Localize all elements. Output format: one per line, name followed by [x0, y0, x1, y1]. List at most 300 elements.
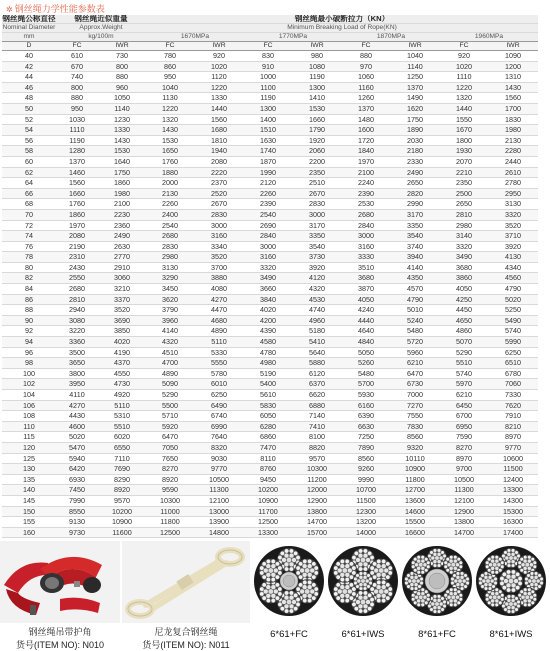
value-cell: 10700 — [342, 485, 390, 496]
value-cell: 4270 — [56, 400, 98, 411]
value-cell: 2950 — [488, 188, 538, 199]
value-cell: 5990 — [488, 337, 538, 348]
value-cell: 3290 — [146, 273, 194, 284]
diameter-cell: 92 — [2, 326, 56, 337]
value-cell: 5510 — [98, 421, 146, 432]
value-cell: 740 — [56, 72, 98, 83]
value-cell: 1040 — [390, 51, 440, 62]
value-cell: 5780 — [194, 368, 244, 379]
value-cell: 1700 — [488, 103, 538, 114]
value-cell: 2100 — [342, 167, 390, 178]
value-cell: 3860 — [440, 273, 488, 284]
diameter-cell: 64 — [2, 178, 56, 189]
value-cell: 5020 — [56, 432, 98, 443]
value-cell: 1880 — [146, 167, 194, 178]
value-cell: 1140 — [390, 61, 440, 72]
value-cell: 2650 — [440, 199, 488, 210]
table-row — [2, 337, 538, 348]
value-cell: 780 — [146, 51, 194, 62]
value-cell: 1430 — [488, 82, 538, 93]
value-cell: 5190 — [244, 368, 292, 379]
value-cell: 1120 — [194, 72, 244, 83]
table-row — [2, 61, 538, 72]
value-cell: 2940 — [56, 305, 98, 316]
value-cell: 3160 — [244, 252, 292, 263]
value-cell: 4860 — [440, 326, 488, 337]
value-cell: 7990 — [56, 495, 98, 506]
value-cell: 10900 — [244, 495, 292, 506]
value-cell: 4700 — [146, 358, 194, 369]
value-cell: 9730 — [56, 527, 98, 538]
value-cell: 7110 — [98, 453, 146, 464]
value-cell: 2400 — [146, 209, 194, 220]
value-cell: 4440 — [342, 315, 390, 326]
table-row — [2, 93, 538, 104]
value-cell: 1750 — [98, 167, 146, 178]
value-cell: 2120 — [244, 178, 292, 189]
value-cell: 3650 — [56, 358, 98, 369]
diameter-cell: 40 — [2, 51, 56, 62]
value-cell: 1630 — [244, 135, 292, 146]
value-cell: 2810 — [440, 209, 488, 220]
value-cell: 9320 — [390, 442, 440, 453]
value-cell: 610 — [56, 51, 98, 62]
value-cell: 9130 — [56, 517, 98, 528]
table-row — [2, 432, 538, 443]
value-cell: 1320 — [440, 93, 488, 104]
value-cell: 11800 — [146, 517, 194, 528]
value-cell: 2840 — [244, 231, 292, 242]
value-cell: 1980 — [98, 188, 146, 199]
value-cell: 1530 — [98, 146, 146, 157]
column-header: IWR — [292, 42, 342, 51]
value-cell: 3620 — [146, 294, 194, 305]
value-cell: 2370 — [194, 178, 244, 189]
value-cell: 4550 — [98, 368, 146, 379]
value-cell: 1940 — [194, 146, 244, 157]
value-cell: 1370 — [342, 103, 390, 114]
value-cell: 6210 — [440, 390, 488, 401]
value-cell: 3500 — [56, 347, 98, 358]
product-name: 钢丝绳吊带护角 — [28, 627, 92, 637]
table-row — [2, 125, 538, 136]
value-cell: 1040 — [146, 82, 194, 93]
value-cell: 6630 — [342, 421, 390, 432]
value-cell: 1220 — [146, 103, 194, 114]
value-cell: 6250 — [488, 347, 538, 358]
value-cell: 2310 — [56, 252, 98, 263]
table-row — [2, 167, 538, 178]
value-cell: 9260 — [342, 464, 390, 475]
cross-section-6x61-fc — [252, 541, 326, 651]
value-cell: 3210 — [98, 284, 146, 295]
value-cell: 6250 — [194, 390, 244, 401]
value-cell: 4570 — [390, 284, 440, 295]
table-row — [2, 358, 538, 369]
value-cell: 10200 — [244, 485, 292, 496]
value-cell: 1530 — [292, 103, 342, 114]
value-cell: 7830 — [390, 421, 440, 432]
grade-1770: 1770MPa — [244, 33, 342, 42]
value-cell: 1530 — [146, 135, 194, 146]
table-row — [2, 347, 538, 358]
cross-section-image — [400, 541, 474, 623]
value-cell: 11800 — [390, 474, 440, 485]
value-cell: 2550 — [56, 273, 98, 284]
value-cell: 5010 — [390, 305, 440, 316]
value-cell: 5310 — [98, 411, 146, 422]
diameter-cell: 150 — [2, 506, 56, 517]
value-cell: 2910 — [98, 262, 146, 273]
value-cell: 2830 — [292, 199, 342, 210]
value-cell: 7000 — [390, 390, 440, 401]
value-cell: 4190 — [98, 347, 146, 358]
diameter-cell: 155 — [2, 517, 56, 528]
value-cell: 3320 — [244, 262, 292, 273]
value-cell: 1190 — [244, 93, 292, 104]
value-cell: 10500 — [440, 474, 488, 485]
value-cell: 1980 — [488, 125, 538, 136]
value-cell: 3920 — [488, 241, 538, 252]
value-cell: 1050 — [98, 93, 146, 104]
value-cell: 3080 — [56, 315, 98, 326]
header-nominal-en: Nominal Diameter — [2, 24, 56, 31]
value-cell: 1840 — [342, 146, 390, 157]
table-row — [2, 506, 538, 517]
value-cell: 3160 — [342, 241, 390, 252]
value-cell: 3370 — [98, 294, 146, 305]
diameter-cell: 72 — [2, 220, 56, 231]
value-cell: 4050 — [342, 294, 390, 305]
value-cell: 5700 — [342, 379, 390, 390]
value-cell: 11600 — [98, 527, 146, 538]
value-cell: 4650 — [440, 315, 488, 326]
value-cell: 1510 — [244, 125, 292, 136]
value-cell: 8820 — [292, 442, 342, 453]
product-name: 尼龙复合钢丝绳 — [154, 627, 218, 637]
value-cell: 5920 — [146, 421, 194, 432]
value-cell: 7620 — [488, 400, 538, 411]
value-cell: 12300 — [342, 506, 390, 517]
cross-section-label: 8*61+FC — [418, 629, 456, 640]
value-cell: 1560 — [488, 93, 538, 104]
value-cell: 1140 — [98, 103, 146, 114]
value-cell: 5640 — [292, 347, 342, 358]
value-cell: 16600 — [390, 527, 440, 538]
table-row — [2, 527, 538, 538]
value-cell: 4790 — [390, 294, 440, 305]
value-cell: 2390 — [342, 188, 390, 199]
value-cell: 950 — [146, 72, 194, 83]
value-cell: 14300 — [488, 495, 538, 506]
value-cell: 4080 — [194, 284, 244, 295]
value-cell: 10500 — [194, 474, 244, 485]
value-cell: 1660 — [56, 188, 98, 199]
value-cell: 1930 — [440, 146, 488, 157]
table-row — [2, 495, 538, 506]
value-cell: 1920 — [292, 135, 342, 146]
value-cell: 6010 — [194, 379, 244, 390]
value-cell: 5410 — [292, 337, 342, 348]
value-cell: 13800 — [292, 506, 342, 517]
value-cell: 7450 — [56, 485, 98, 496]
value-cell: 3840 — [244, 294, 292, 305]
value-cell: 2820 — [390, 188, 440, 199]
value-cell: 3000 — [342, 231, 390, 242]
value-cell: 2650 — [390, 178, 440, 189]
value-cell: 6470 — [390, 368, 440, 379]
value-cell: 4130 — [488, 252, 538, 263]
value-cell: 2510 — [292, 178, 342, 189]
value-cell: 2490 — [390, 167, 440, 178]
value-cell: 1810 — [194, 135, 244, 146]
value-cell: 980 — [292, 51, 342, 62]
value-cell: 2780 — [488, 178, 538, 189]
value-cell: 5970 — [440, 379, 488, 390]
value-cell: 2390 — [244, 199, 292, 210]
value-cell: 3660 — [244, 284, 292, 295]
value-cell: 5830 — [244, 400, 292, 411]
value-cell: 6730 — [390, 379, 440, 390]
table-row — [2, 485, 538, 496]
cross-section-8x61-fc — [400, 541, 474, 651]
value-cell: 2100 — [98, 199, 146, 210]
value-cell: 8100 — [292, 432, 342, 443]
value-cell: 7690 — [98, 464, 146, 475]
diameter-cell: 145 — [2, 495, 56, 506]
value-cell: 2680 — [342, 209, 390, 220]
column-header: FC — [56, 42, 98, 51]
value-cell: 2230 — [98, 209, 146, 220]
value-cell: 8210 — [488, 421, 538, 432]
value-cell: 1370 — [56, 156, 98, 167]
value-cell: 1200 — [488, 61, 538, 72]
value-cell: 7270 — [390, 400, 440, 411]
value-cell: 14700 — [440, 527, 488, 538]
column-header: IWR — [390, 42, 440, 51]
table-row — [2, 82, 538, 93]
value-cell: 3170 — [292, 220, 342, 231]
table-row — [2, 474, 538, 485]
diameter-cell: 84 — [2, 284, 56, 295]
value-cell: 3540 — [292, 241, 342, 252]
value-cell: 4640 — [342, 326, 390, 337]
value-cell: 4240 — [342, 305, 390, 316]
diameter-cell: 120 — [2, 442, 56, 453]
value-cell: 1720 — [342, 135, 390, 146]
value-cell: 15700 — [292, 527, 342, 538]
value-cell: 3490 — [440, 252, 488, 263]
value-cell: 1330 — [98, 125, 146, 136]
value-cell: 2980 — [146, 252, 194, 263]
value-cell: 3520 — [194, 252, 244, 263]
unit-kg: kg/100m — [56, 33, 146, 42]
value-cell: 3320 — [440, 241, 488, 252]
value-cell: 12500 — [146, 527, 194, 538]
value-cell: 1600 — [342, 125, 390, 136]
value-cell: 2520 — [194, 188, 244, 199]
table-row — [2, 453, 538, 464]
value-cell: 1190 — [292, 72, 342, 83]
value-cell: 3130 — [146, 262, 194, 273]
value-cell: 3790 — [146, 305, 194, 316]
value-cell: 1230 — [98, 114, 146, 125]
table-row — [2, 231, 538, 242]
table-row — [2, 114, 538, 125]
value-cell: 1160 — [342, 82, 390, 93]
table-title — [6, 2, 105, 14]
value-cell: 1490 — [390, 93, 440, 104]
value-cell: 6930 — [56, 474, 98, 485]
value-cell: 730 — [98, 51, 146, 62]
value-cell: 1400 — [244, 114, 292, 125]
diameter-cell: 56 — [2, 135, 56, 146]
diameter-cell: 110 — [2, 421, 56, 432]
value-cell: 6880 — [292, 400, 342, 411]
value-cell: 2220 — [194, 167, 244, 178]
value-cell: 3000 — [194, 220, 244, 231]
header-row-units — [2, 33, 538, 42]
value-cell: 7060 — [488, 379, 538, 390]
value-cell: 6280 — [244, 421, 292, 432]
value-cell: 1760 — [146, 156, 194, 167]
table-row — [2, 178, 538, 189]
cross-section-image — [326, 541, 400, 623]
value-cell: 2680 — [56, 284, 98, 295]
value-cell: 3850 — [98, 326, 146, 337]
value-cell: 3520 — [98, 305, 146, 316]
header-nominal-cn: 钢丝绳公称直径 — [2, 15, 56, 23]
value-cell: 2080 — [56, 231, 98, 242]
value-cell: 3920 — [292, 262, 342, 273]
diameter-cell: 70 — [2, 209, 56, 220]
diameter-cell: 115 — [2, 432, 56, 443]
column-header: IWR — [98, 42, 146, 51]
table-row — [2, 103, 538, 114]
value-cell: 1550 — [440, 114, 488, 125]
diameter-cell: 78 — [2, 252, 56, 263]
diameter-cell: 94 — [2, 337, 56, 348]
value-cell: 6120 — [292, 368, 342, 379]
value-cell: 11500 — [488, 464, 538, 475]
value-cell: 7470 — [244, 442, 292, 453]
value-cell: 7050 — [146, 442, 194, 453]
value-cell: 10300 — [292, 464, 342, 475]
value-cell: 1440 — [440, 103, 488, 114]
table-row — [2, 252, 538, 263]
rope-guard-image — [0, 541, 120, 623]
value-cell: 3880 — [194, 273, 244, 284]
diameter-cell: 68 — [2, 199, 56, 210]
value-cell: 2210 — [440, 167, 488, 178]
value-cell: 1760 — [56, 199, 98, 210]
star-icon: ✲ — [6, 5, 13, 14]
value-cell: 3740 — [390, 241, 440, 252]
value-cell: 2240 — [342, 178, 390, 189]
value-cell: 4920 — [98, 390, 146, 401]
cross-section-8x61-iws — [474, 541, 548, 651]
diameter-cell: 90 — [2, 315, 56, 326]
value-cell: 1680 — [194, 125, 244, 136]
value-cell: 2350 — [292, 167, 342, 178]
value-cell: 5550 — [194, 358, 244, 369]
table-row — [2, 220, 538, 231]
diameter-cell: 58 — [2, 146, 56, 157]
value-cell: 3130 — [488, 199, 538, 210]
value-cell: 1370 — [390, 82, 440, 93]
value-cell: 5720 — [390, 337, 440, 348]
column-header: FC — [244, 42, 292, 51]
value-cell: 1130 — [146, 93, 194, 104]
value-cell: 3800 — [56, 368, 98, 379]
value-cell: 7250 — [342, 432, 390, 443]
value-cell: 800 — [98, 61, 146, 72]
value-cell: 5930 — [342, 390, 390, 401]
header-breaking-cn: 钢丝绳最小破断拉力（KN） — [146, 15, 538, 24]
value-cell: 1190 — [56, 135, 98, 146]
value-cell: 11300 — [194, 485, 244, 496]
value-cell: 2260 — [146, 199, 194, 210]
value-cell: 2530 — [342, 199, 390, 210]
value-cell: 8920 — [98, 485, 146, 496]
table-row — [2, 305, 538, 316]
value-cell: 5940 — [56, 453, 98, 464]
value-cell: 2330 — [390, 156, 440, 167]
value-cell: 3960 — [146, 315, 194, 326]
value-cell: 4340 — [488, 262, 538, 273]
value-cell: 4370 — [98, 358, 146, 369]
value-cell: 3870 — [342, 284, 390, 295]
value-cell: 4680 — [194, 315, 244, 326]
header-row-columns — [2, 42, 538, 51]
value-cell: 4560 — [488, 273, 538, 284]
value-cell: 6210 — [390, 358, 440, 369]
value-cell: 4050 — [440, 284, 488, 295]
value-cell: 3220 — [56, 326, 98, 337]
value-cell: 5610 — [244, 390, 292, 401]
value-cell: 6160 — [342, 400, 390, 411]
table-row — [2, 135, 538, 146]
value-cell: 4730 — [98, 379, 146, 390]
value-cell: 4790 — [488, 284, 538, 295]
table-row — [2, 284, 538, 295]
product-code: 货号(ITEM NO): N011 — [142, 640, 230, 650]
value-cell: 8110 — [244, 453, 292, 464]
value-cell: 1440 — [194, 103, 244, 114]
product-nylon-sling — [122, 541, 250, 651]
value-cell: 670 — [56, 61, 98, 72]
value-cell: 12100 — [440, 495, 488, 506]
value-cell: 3000 — [292, 209, 342, 220]
value-cell: 2990 — [390, 199, 440, 210]
value-cell: 7140 — [292, 411, 342, 422]
value-cell: 8290 — [98, 474, 146, 485]
value-cell: 13300 — [488, 485, 538, 496]
diameter-cell: 74 — [2, 231, 56, 242]
table-row — [2, 72, 538, 83]
value-cell: 5260 — [342, 358, 390, 369]
value-cell: 1280 — [56, 146, 98, 157]
value-cell: 4890 — [146, 368, 194, 379]
value-cell: 3510 — [342, 262, 390, 273]
diameter-cell: 54 — [2, 125, 56, 136]
value-cell: 1110 — [56, 125, 98, 136]
value-cell: 5090 — [146, 379, 194, 390]
value-cell: 8320 — [194, 442, 244, 453]
table-row — [2, 315, 538, 326]
value-cell: 2430 — [56, 262, 98, 273]
value-cell: 1620 — [390, 103, 440, 114]
